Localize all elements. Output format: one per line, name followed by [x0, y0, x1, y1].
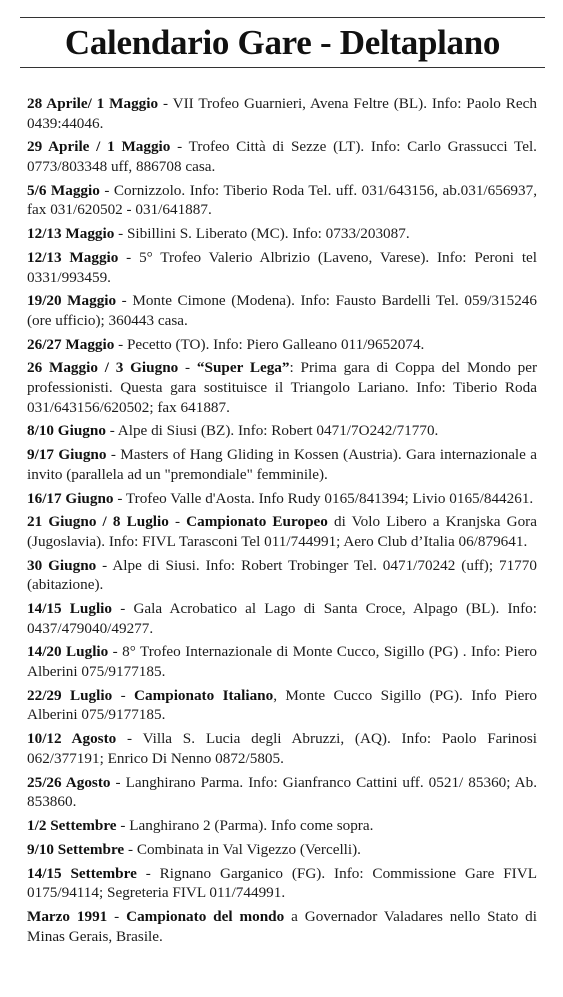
- event-highlight: “Super Lega”: [196, 359, 290, 377]
- event-entry: [27, 642, 537, 681]
- page-title: Calendario Gare - Deltaplano: [64, 23, 501, 62]
- event-separator: -: [106, 446, 121, 464]
- event-entry: [27, 421, 537, 441]
- event-separator: -: [124, 840, 137, 858]
- event-date: 8/10 Giugno: [27, 422, 106, 440]
- event-details: Combinata in Val Vigezzo (Vercelli).: [136, 840, 361, 858]
- event-separator: -: [116, 816, 130, 834]
- event-separator: -: [112, 686, 135, 704]
- event-separator: -: [118, 248, 140, 266]
- event-details: VII Trofeo Guarnieri, Avena Feltre (BL). Info: Paolo Rech 0439:44046.: [27, 95, 537, 132]
- event-entry: [27, 445, 537, 484]
- event-date: 14/20 Luglio: [27, 643, 109, 661]
- event-entry: [27, 248, 537, 287]
- event-entry: [27, 94, 537, 133]
- event-date: 16/17 Giugno: [27, 489, 114, 507]
- event-separator: -: [168, 513, 187, 531]
- event-entry: [27, 358, 537, 417]
- event-date: 14/15 Settembre: [27, 864, 137, 882]
- event-separator: -: [116, 730, 143, 748]
- event-date: 22/29 Luglio: [27, 686, 113, 704]
- event-entry: [27, 864, 537, 903]
- event-separator: -: [110, 773, 126, 791]
- event-date: 12/13 Maggio: [27, 248, 119, 266]
- event-details: Pecetto (TO). Info: Piero Galleano 011/9652074.: [126, 335, 425, 353]
- event-details: Langhirano Parma. Info: Gianfranco Cattini uff. 0521/ 85360; Ab. 853860.: [27, 773, 538, 811]
- event-entry: [27, 181, 537, 220]
- event-date: 10/12 Agosto: [27, 730, 117, 748]
- event-details: 8° Trofeo Internazionale di Monte Cucco, Sigillo (PG) . Info: Piero Alberini 075/9177185.: [27, 643, 537, 681]
- event-separator: -: [108, 643, 123, 661]
- event-separator: -: [116, 292, 133, 310]
- event-date: 9/17 Giugno: [27, 446, 107, 464]
- event-details: Alpe di Siusi. Info: Robert Trobinger Tel. 0471/70242 (uff); 71770 (abitazione).: [27, 556, 537, 594]
- event-date: 26/27 Maggio: [27, 335, 115, 353]
- event-details: Villa S. Lucia degli Abruzzi, (AQ). Info: Paolo Farinosi 062/377191; Enrico Di Nenno 0872/5805.: [27, 730, 537, 767]
- event-separator: -: [158, 95, 173, 112]
- event-date: 12/13 Maggio: [27, 225, 115, 243]
- event-highlight: Campionato Europeo: [186, 513, 328, 531]
- event-details: di Volo Libero a Kranjska Gora (Jugoslavia). Info: FIVL Tarasconi Tel 011/744991; Aero Club d’Italia 06/879641.: [27, 513, 537, 550]
- event-entry: [27, 137, 537, 176]
- event-date: Marzo 1991: [27, 907, 108, 925]
- event-details: Langhirano 2 (Parma). Info come sopra.: [129, 816, 374, 834]
- event-date: 25/26 Agosto: [27, 773, 111, 791]
- event-separator: -: [114, 225, 127, 243]
- event-date: 19/20 Maggio: [27, 292, 117, 310]
- event-separator: -: [107, 907, 127, 925]
- event-details: : Prima gara di Coppa del Mondo per professionisti. Questa gara sostituisce il Triangolo Lariano. Info: Tiberio Roda 031/643156/620502; fax 641887.: [27, 359, 538, 416]
- event-entry: [27, 512, 537, 551]
- event-details: Masters of Hang Gliding in Kossen (Austria). Gara internazionale a invito (parallela ad un "premondiale" femminile).: [27, 446, 537, 483]
- event-details: Sibillini S. Liberato (MC). Info: 0733/203087.: [126, 225, 410, 243]
- event-separator: -: [96, 556, 113, 574]
- event-separator: -: [114, 335, 127, 353]
- event-separator: -: [99, 181, 114, 199]
- event-date: 14/15 Luglio: [27, 600, 112, 618]
- event-details: Cornizzolo. Info: Tiberio Roda Tel. uff. 031/643156, ab.031/656937, fax 031/620502 - 031/641887.: [27, 181, 537, 219]
- event-entry: [27, 686, 537, 725]
- title-top-rule: [20, 17, 545, 18]
- event-list: [27, 94, 537, 950]
- event-details: Monte Cimone (Modena). Info: Fausto Bardelli Tel. 059/315246 (ore ufficio); 360443 casa.: [27, 292, 537, 329]
- event-details: a Governador Valadares nello Stato di Minas Gerais, Brasile.: [27, 907, 537, 945]
- title-bottom-rule: [20, 67, 545, 68]
- event-separator: -: [113, 489, 126, 507]
- event-date: 26 Maggio / 3 Giugno: [27, 359, 179, 377]
- event-entry: [27, 773, 537, 812]
- event-entry: [27, 840, 537, 860]
- event-entry: [27, 335, 537, 355]
- event-details: Trofeo Valle d'Aosta. Info Rudy 0165/841394; Livio 0165/844261.: [125, 489, 534, 507]
- event-date: 5/6 Maggio: [27, 181, 100, 199]
- event-highlight: Campionato Italiano: [134, 686, 274, 704]
- event-date: 9/10 Settembre: [27, 840, 125, 858]
- event-entry: [27, 816, 537, 836]
- event-entry: [27, 729, 537, 768]
- event-entry: [27, 599, 537, 638]
- event-separator: -: [136, 864, 160, 882]
- event-separator: -: [105, 422, 118, 440]
- event-date: 21 Giugno / 8 Luglio: [27, 513, 169, 531]
- event-date: 28 Aprile/ 1 Maggio: [27, 95, 159, 112]
- event-date: 29 Aprile / 1 Maggio: [27, 138, 171, 156]
- event-highlight: Campionato del mondo: [126, 907, 285, 925]
- event-details: Alpe di Siusi (BZ). Info: Robert 0471/7O242/71770.: [117, 422, 439, 440]
- event-date: 30 Giugno: [27, 556, 97, 574]
- event-details: 5° Trofeo Valerio Albrizio (Laveno, Varese). Info: Peroni tel 0331/993459.: [27, 248, 538, 286]
- event-entry: [27, 556, 537, 595]
- event-separator: -: [112, 600, 134, 618]
- event-date: 1/2 Settembre: [27, 816, 117, 834]
- event-entry: [27, 489, 537, 509]
- event-details: Rignano Garganico (FG). Info: Commissione Gare FIVL 0175/94114; Segreteria FIVL 011/744991.: [27, 864, 537, 902]
- event-entry: [27, 224, 537, 244]
- event-separator: -: [178, 359, 197, 377]
- event-details: Trofeo Città di Sezze (LT). Info: Carlo Grassucci Tel. 0773/803348 uff, 886708 casa.: [27, 138, 537, 175]
- event-entry: [27, 291, 537, 330]
- event-details: , Monte Cucco Sigillo (PG). Info Piero Alberini 075/9177185.: [27, 686, 537, 724]
- event-entry: [27, 907, 537, 946]
- event-separator: -: [170, 138, 189, 156]
- event-details: Gala Acrobatico al Lago di Santa Croce, Alpago (BL). Info: 0437/479040/49277.: [27, 600, 537, 637]
